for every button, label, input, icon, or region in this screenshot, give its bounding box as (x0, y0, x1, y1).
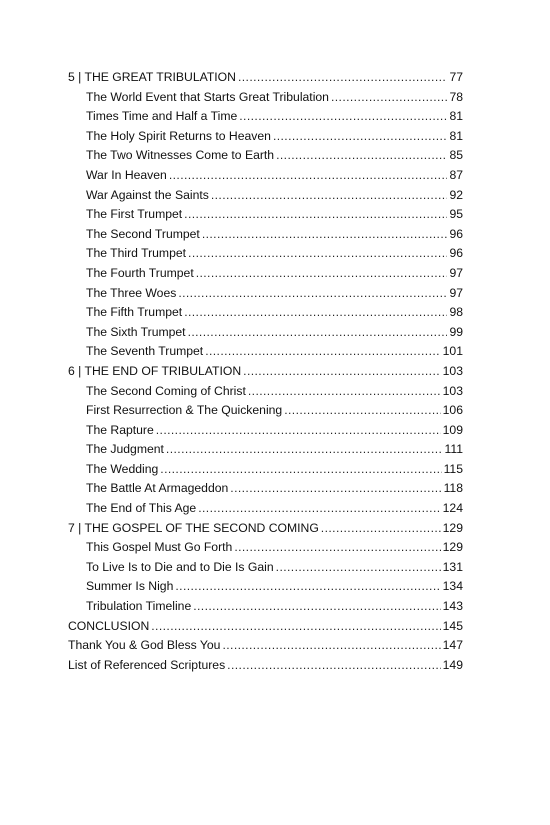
toc-entry-title: The Sixth Trumpet (86, 324, 186, 339)
toc-subsection-entry[interactable] (68, 284, 463, 304)
dot-leader (276, 146, 447, 166)
toc-entry-title: The Wedding (86, 461, 159, 476)
toc-section-entry[interactable] (68, 68, 463, 88)
dot-leader (276, 558, 441, 578)
toc-entry-title: War In Heaven (86, 167, 167, 182)
toc-page-number: 96 (449, 226, 463, 241)
toc-subsection-entry[interactable] (68, 479, 463, 499)
toc-page-number: 81 (449, 128, 463, 143)
toc-page-number: 134 (442, 579, 463, 594)
toc-page-number: 111 (444, 442, 463, 457)
toc-page-number: 98 (449, 305, 463, 320)
toc-subsection-entry[interactable] (68, 244, 463, 264)
toc-entry-title: This Gospel Must Go Forth (86, 540, 233, 555)
dot-leader (166, 440, 443, 460)
toc-subsection-entry[interactable] (68, 225, 463, 245)
toc-page-number: 129 (442, 540, 463, 555)
dot-leader (184, 205, 447, 225)
toc-page-number: 87 (449, 167, 463, 182)
toc-subsection-entry[interactable] (68, 597, 463, 617)
toc-page-number: 81 (449, 109, 463, 124)
toc-subsection-entry[interactable] (68, 205, 463, 225)
toc-subsection-entry[interactable] (68, 303, 463, 323)
toc-entry-title: The Two Witnesses Come to Earth (86, 148, 275, 163)
toc-entry-title: First Resurrection & The Quickening (86, 403, 283, 418)
toc-entry-title: The Holy Spirit Returns to Heaven (86, 128, 271, 143)
toc-page-number: 97 (449, 265, 463, 280)
toc-section-entry[interactable] (68, 617, 463, 637)
toc-entry-title: 5 | THE GREAT TRIBULATION (68, 70, 236, 84)
toc-subsection-entry[interactable] (68, 577, 463, 597)
dot-leader (169, 166, 448, 186)
dot-leader (234, 538, 440, 558)
toc-entry-title: Summer Is Nigh (86, 579, 174, 594)
dot-leader (151, 617, 440, 637)
toc-subsection-entry[interactable] (68, 264, 463, 284)
toc-page-number: 109 (442, 422, 463, 437)
toc-subsection-entry[interactable] (68, 88, 463, 108)
dot-leader (184, 303, 447, 323)
toc-page-number: 85 (449, 148, 463, 163)
toc-page-number: 78 (449, 89, 463, 104)
toc-page-number: 129 (442, 520, 463, 535)
toc-entry-title: The First Trumpet (86, 207, 183, 222)
toc-page-number: 103 (442, 363, 463, 378)
toc-page-number: 143 (442, 599, 463, 614)
toc-page-number: 124 (442, 501, 463, 516)
toc-page-number: 131 (442, 559, 463, 574)
dot-leader (178, 284, 447, 304)
dot-leader (160, 460, 441, 480)
toc-entry-title: The Second Trumpet (86, 226, 200, 241)
toc-entry-title: War Against the Saints (86, 187, 209, 202)
toc-subsection-entry[interactable] (68, 107, 463, 127)
toc-entry-title: Times Time and Half a Time (86, 109, 238, 124)
dot-leader (222, 636, 440, 656)
toc-subsection-entry[interactable] (68, 382, 463, 402)
toc-subsection-entry[interactable] (68, 499, 463, 519)
toc-entry-title: The Rapture (86, 422, 154, 437)
toc-subsection-entry[interactable] (68, 166, 463, 186)
toc-entry-title: The Fourth Trumpet (86, 265, 194, 280)
dot-leader (273, 127, 448, 147)
toc-page-number: 77 (449, 70, 463, 84)
dot-leader (156, 421, 441, 441)
dot-leader (331, 88, 447, 108)
dot-leader (198, 499, 440, 519)
toc-entry-title: To Live Is to Die and to Die Is Gain (86, 559, 274, 574)
toc-page-number: 106 (442, 403, 463, 418)
toc-page-number: 149 (442, 657, 463, 672)
dot-leader (196, 264, 448, 284)
dot-leader (227, 656, 440, 676)
toc-entry-title: The World Event that Starts Great Tribulation (86, 89, 329, 104)
toc-entry-title: List of Referenced Scriptures (68, 657, 226, 672)
toc-subsection-entry[interactable] (68, 342, 463, 362)
toc-page-number: 92 (449, 187, 463, 202)
toc-page-number: 99 (449, 324, 463, 339)
dot-leader (239, 107, 447, 127)
toc-page-number: 115 (443, 461, 463, 476)
table-of-contents (68, 68, 463, 675)
toc-entry-title: The Fifth Trumpet (86, 305, 183, 320)
toc-section-entry[interactable] (68, 362, 463, 382)
toc-subsection-entry[interactable] (68, 401, 463, 421)
dot-leader (284, 401, 440, 421)
dot-leader (188, 244, 447, 264)
dot-leader (193, 597, 440, 617)
toc-page-number: 145 (442, 618, 463, 633)
dot-leader (188, 323, 448, 343)
toc-subsection-entry[interactable] (68, 460, 463, 480)
toc-entry-title: The Judgment (86, 442, 164, 457)
dot-leader (175, 577, 440, 597)
toc-section-entry[interactable] (68, 636, 463, 656)
toc-page-number: 97 (449, 285, 463, 300)
toc-page-number: 118 (443, 481, 463, 496)
toc-entry-title: The Battle At Armageddon (86, 481, 229, 496)
dot-leader (205, 342, 440, 362)
toc-entry-title: Thank You & God Bless You (68, 638, 221, 653)
dot-leader (321, 519, 441, 539)
toc-entry-title: The End of This Age (86, 501, 197, 516)
toc-subsection-entry[interactable] (68, 127, 463, 147)
toc-entry-title: Tribulation Timeline (86, 599, 192, 614)
toc-entry-title: CONCLUSION (68, 618, 150, 633)
toc-subsection-entry[interactable] (68, 186, 463, 206)
toc-entry-title: The Second Coming of Christ (86, 383, 246, 398)
toc-subsection-entry[interactable] (68, 440, 463, 460)
toc-entry-title: The Three Woes (86, 285, 177, 300)
dot-leader (211, 186, 448, 206)
toc-page-number: 147 (442, 638, 463, 653)
toc-section-entry[interactable] (68, 519, 463, 539)
dot-leader (238, 68, 447, 88)
toc-subsection-entry[interactable] (68, 421, 463, 441)
toc-subsection-entry[interactable] (68, 323, 463, 343)
toc-page-number: 96 (449, 246, 463, 261)
toc-subsection-entry[interactable] (68, 146, 463, 166)
toc-entry-title: 7 | THE GOSPEL OF THE SECOND COMING (68, 520, 319, 535)
toc-entry-title: 6 | THE END OF TRIBULATION (68, 363, 242, 378)
toc-page-number: 95 (449, 207, 463, 222)
toc-entry-title: The Seventh Trumpet (86, 344, 204, 359)
toc-subsection-entry[interactable] (68, 558, 463, 578)
dot-leader (202, 225, 448, 245)
toc-page-number: 101 (442, 344, 463, 359)
toc-section-entry[interactable] (68, 656, 463, 676)
dot-leader (248, 382, 441, 402)
dot-leader (230, 479, 441, 499)
toc-subsection-entry[interactable] (68, 538, 463, 558)
toc-page-number: 103 (442, 383, 463, 398)
dot-leader (243, 362, 441, 382)
toc-entry-title: The Third Trumpet (86, 246, 187, 261)
